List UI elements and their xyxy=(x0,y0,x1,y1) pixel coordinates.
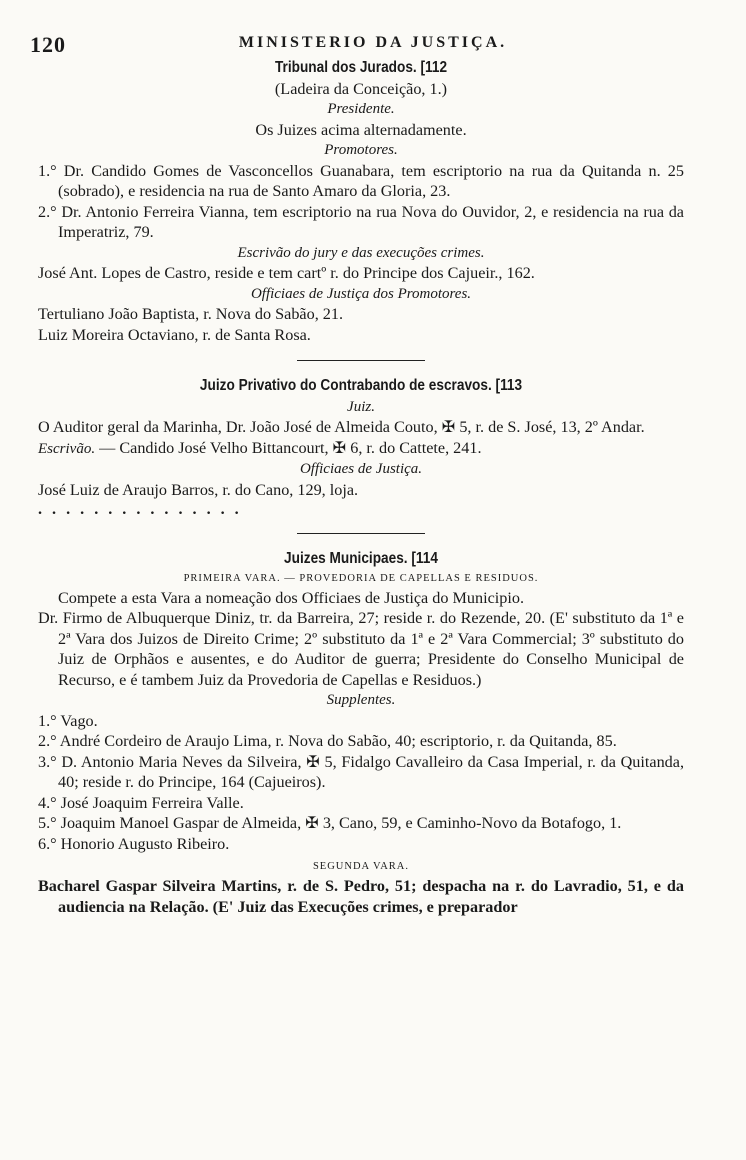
escrivao-text: José Ant. Lopes de Castro, reside e tem cartº r. do Principe dos Cajueir., 162. xyxy=(38,264,535,282)
segunda-vara-label: SEGUNDA VARA. xyxy=(312,861,410,872)
judge-entry: Dr. Firmo de Albuquerque Diniz, tr. da Barreira, 27; reside r. do Rezende, 20. (E' substituto da 1ª e 2ª Vara dos Juizos de Direito Crime; 2º substituto da 1ª e 2ª Vara Commercial; 3º substituto do Juiz de Orphãos e ausentes, e do Auditor de guerra; Presidente do Conselho Municipal de Recurso, e é tambem Juiz da Provedoria de Capellas e Residuos.) xyxy=(38,609,684,689)
section-title-contrabando: Juizo Privativo do Contrabando de escravos. [113 xyxy=(199,377,523,394)
list-item: 1.° Vago. xyxy=(38,711,98,730)
section-title-tribunal: Tribunal dos Jurados. [112 xyxy=(274,59,448,76)
escrivao-prefix: Escrivão. xyxy=(38,440,96,457)
juiz-text: O Auditor geral da Marinha, Dr. João José de Almeida Couto, ✠ 5, r. de S. José, 13, 2º Andar. xyxy=(38,418,645,436)
list-item: 2.° André Cordeiro de Araujo Lima, r. Nova do Sabão, 40; escriptorio, r. da Quitanda, 85. xyxy=(38,732,617,750)
escrivao-line xyxy=(38,438,684,460)
list-item: 2.° Dr. Antonio Ferreira Vianna, tem escriptorio na rua Nova do Ouvidor, 2, e residencia na rua da Imperatriz, 79. xyxy=(38,202,684,241)
promotores-label: Promotores. xyxy=(324,142,398,158)
list-item: 3.° D. Antonio Maria Neves da Silveira, ✠ 5, Fidalgo Cavalleiro da Casa Imperial, r. da Quitanda, 40; reside r. do Principe, 164 (Cajueiros). xyxy=(38,752,684,791)
vara-subtitle: PRIMEIRA VARA. — PROVEDORIA DE CAPELLAS E RESIDUOS. xyxy=(183,572,539,584)
list-item: 5.° Joaquim Manoel Gaspar de Almeida, ✠ 3, Cano, 59, e Caminho-Novo da Botafogo, 1. xyxy=(38,814,622,832)
page-content xyxy=(38,58,684,917)
ellipsis-dots: ............... xyxy=(38,500,249,518)
segunda-vara-text: Bacharel Gaspar Silveira Martins, r. de S. Pedro, 51; despacha na r. do Lavradio, 51, e da audiencia na Relação. (E' Juiz das Execuções crimes, e preparador xyxy=(38,877,684,916)
list-item: 6.° Honorio Augusto Ribeiro. xyxy=(38,834,230,853)
list-item: Luiz Moreira Octaviano, r. de Santa Rosa. xyxy=(38,325,311,344)
list-item: 4.° José Joaquim Ferreira Valle. xyxy=(38,793,244,812)
officiaes-text: José Luiz de Araujo Barros, r. do Cano, 129, loja. xyxy=(38,480,359,499)
page-number: 120 xyxy=(30,32,66,57)
running-title: MINISTERIO DA JUSTIÇA. xyxy=(238,34,508,51)
escrivao-label: Escrivão do jury e das execuções crimes. xyxy=(237,244,485,261)
list-item: 1.° Dr. Candido Gomes de Vasconcellos Guanabara, tem escriptorio na rua da Quitanda n. 25 (sobrado), e residencia na rua de Santo Amaro da Gloria, 23. xyxy=(38,161,684,200)
officiaes-label: Officiaes de Justiça. xyxy=(299,461,423,477)
section-title-municipaes: Juizes Municipaes. [114 xyxy=(284,550,438,567)
section-divider xyxy=(297,533,425,534)
presidente-text: Os Juizes acima alternadamente. xyxy=(255,120,467,139)
supplentes-label: Supplentes. xyxy=(326,692,396,708)
page-header xyxy=(30,32,716,56)
tribunal-address: (Ladeira da Conceição, 1.) xyxy=(274,79,448,98)
escrivao-text: — Candido José Velho Bittancourt, ✠ 6, r. do Cattete, 241. xyxy=(99,438,482,457)
section-divider xyxy=(297,360,425,361)
list-item: Tertuliano João Baptista, r. Nova do Sabão, 21. xyxy=(38,305,344,323)
municipaes-intro: Compete a esta Vara a nomeação dos Officiaes de Justiça do Municipio. xyxy=(58,588,524,607)
officiaes-label: Officiaes de Justiça dos Promotores. xyxy=(250,285,472,302)
presidente-label: Presidente. xyxy=(327,101,395,117)
juiz-label: Juiz. xyxy=(347,398,375,415)
